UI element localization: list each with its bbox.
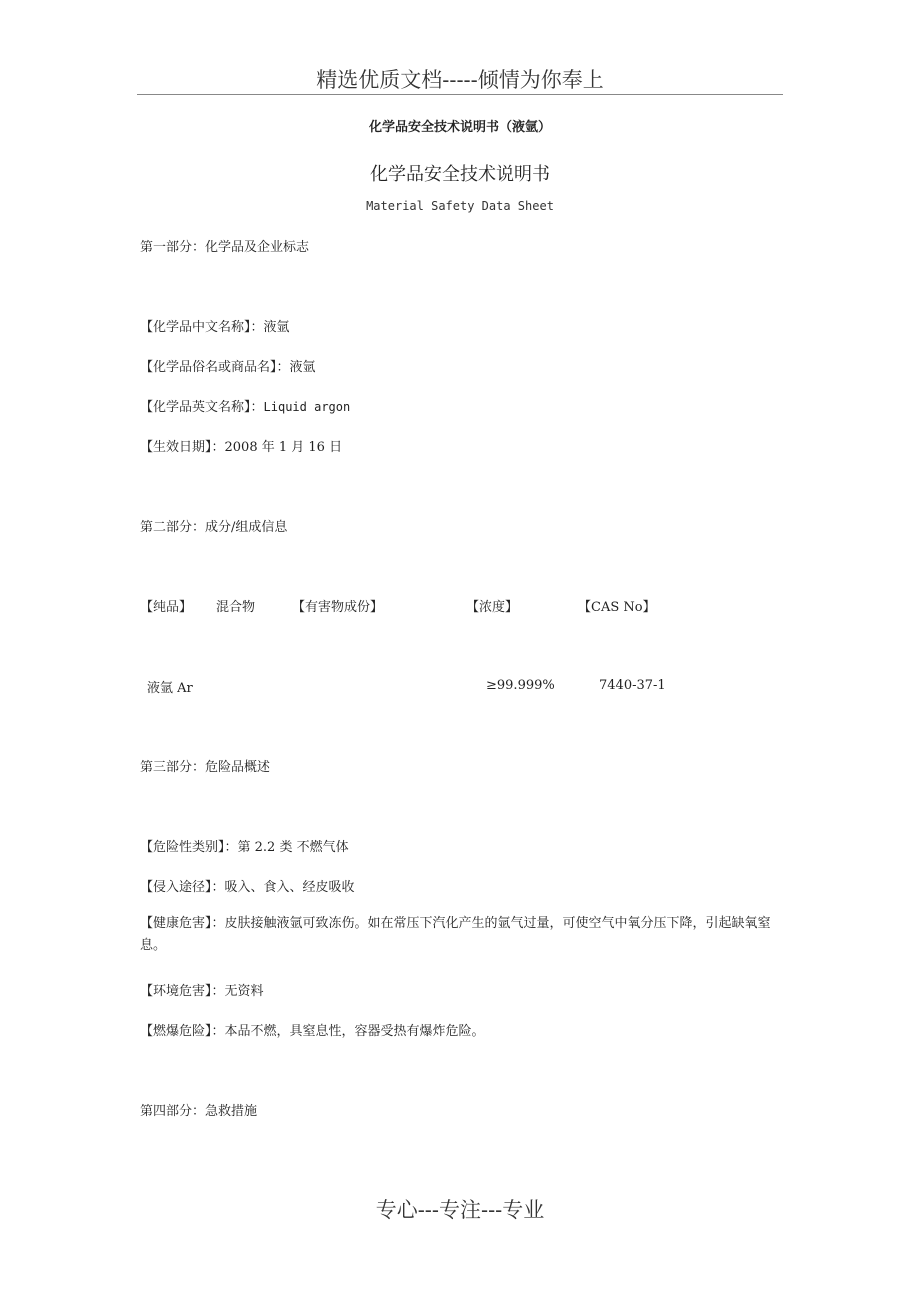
- common-name-label: 【化学品俗名或商品名】：: [140, 360, 290, 375]
- cn-name-label: 【化学品中文名称】：: [140, 320, 264, 335]
- page-footer: 专心---专注---专业: [375, 1198, 545, 1222]
- table-header-hazardous-component: 【有害物成份】: [292, 600, 384, 615]
- routes-row: [140, 876, 355, 895]
- part3-heading: 第三部分：危险品概述: [140, 760, 271, 775]
- page-header: 精选优质文档-----倾情为你奉上: [316, 68, 604, 92]
- en-name-label: 【化学品英文名称】：: [140, 400, 264, 415]
- health-hazard-paragraph: [140, 913, 782, 957]
- effective-date-value: 2008 年 1 月 16 日: [224, 440, 343, 455]
- table-header-mixture: 混合物: [216, 600, 256, 615]
- hazard-class-value: 第 2.2 类 不燃气体: [237, 840, 349, 855]
- common-name-row: [140, 356, 316, 375]
- hazard-class-label: 【危险性类别】：: [140, 840, 238, 855]
- document-title: 化学品安全技术说明书（液氩）: [368, 120, 551, 135]
- common-name-value: 液氩: [289, 360, 316, 375]
- table-header-cas: 【CAS No】: [578, 600, 656, 615]
- cn-name-row: [140, 316, 290, 335]
- table-cell-concentration: ≥99.999%: [486, 678, 555, 693]
- subtitle: Material Safety Data Sheet: [366, 199, 554, 213]
- routes-label: 【侵入途径】：: [140, 880, 225, 895]
- table-cell-substance: 液氩 Ar: [147, 681, 193, 696]
- part2-heading: 第二部分：成分/组成信息: [140, 520, 288, 535]
- environment-hazard-value: 无资料: [224, 984, 264, 999]
- explosion-hazard-value: 本品不燃，具窒息性，容器受热有爆炸危险。: [224, 1024, 485, 1039]
- part1-heading: 第一部分：化学品及企业标志: [140, 240, 310, 255]
- table-header-concentration: 【浓度】: [466, 600, 519, 615]
- en-name-value: Liquid argon: [263, 400, 351, 414]
- health-hazard-label: 【健康危害】：: [140, 916, 225, 931]
- effective-date-label: 【生效日期】：: [140, 440, 225, 455]
- routes-value: 吸入、食入、经皮吸收: [224, 880, 355, 895]
- cn-name-value: 液氩: [263, 320, 290, 335]
- effective-date-row: [140, 436, 342, 455]
- explosion-hazard-row: [140, 1020, 485, 1039]
- en-name-row: [140, 396, 350, 415]
- health-hazard-value: 皮肤接触液氩可致冻伤。如在常压下汽化产生的氩气过量，可使空气中氧分压下降，引起缺氧窒息。: [140, 916, 771, 953]
- part4-heading: 第四部分：急救措施: [140, 1104, 258, 1119]
- environment-hazard-label: 【环境危害】：: [140, 984, 225, 999]
- hazard-class-row: [140, 836, 349, 855]
- main-title: 化学品安全技术说明书: [370, 164, 550, 185]
- header-divider: [137, 94, 783, 95]
- table-cell-cas: 7440-37-1: [599, 678, 666, 693]
- explosion-hazard-label: 【燃爆危险】：: [140, 1024, 225, 1039]
- table-header-pure: 【纯品】: [140, 600, 193, 615]
- environment-hazard-row: [140, 980, 264, 999]
